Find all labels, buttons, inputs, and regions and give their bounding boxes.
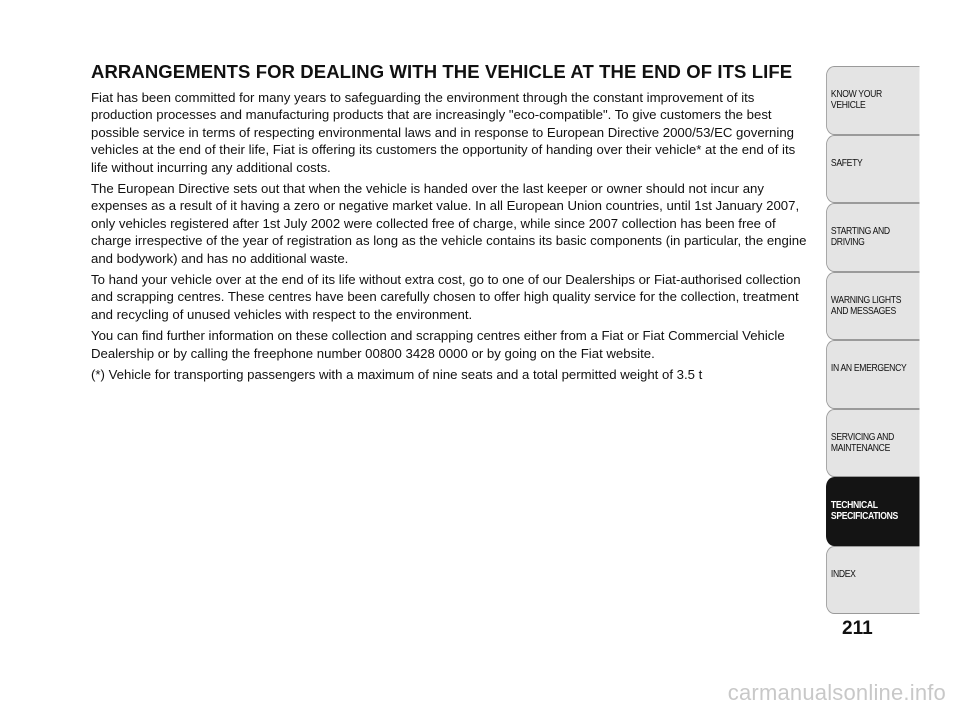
tab-know-your-vehicle[interactable] [826, 66, 919, 135]
tab-label: STARTING AND DRIVING [830, 225, 890, 248]
tab-index[interactable] [826, 546, 919, 615]
chapter-tabs [826, 66, 920, 614]
paragraph-directive: The European Directive sets out that when the vehicle is handed over the last keeper or owner should not incur any expenses as a result of it having a zero or negative market value. In all European Union countries, until 1st January 2007, only vehicles registered after 1st July 2002 were collected free of charge, while since 2007 collection has been free of charge irrespective of the year of registration as long as the vehicle contains its basic components (in particular, the engine and bodywork) and has no additional waste. [91, 181, 807, 266]
tab-servicing-and-maintenance[interactable] [826, 409, 919, 478]
tab-in-an-emergency[interactable] [826, 340, 919, 409]
tab-label: SERVICING AND MAINTENANCE [830, 430, 894, 454]
tab-technical-specifications[interactable] [826, 477, 919, 546]
main-content [91, 62, 807, 388]
tab-safety[interactable] [826, 135, 919, 204]
tab-starting-and-driving[interactable] [826, 203, 919, 272]
page-number: 211 [842, 618, 873, 639]
paragraph-footnote: (*) Vehicle for transporting passengers with a maximum of nine seats and a total permitted weight of 3.5 t [91, 367, 703, 383]
tab-label: SAFETY [830, 156, 863, 169]
watermark: carmanualsonline.info [727, 680, 946, 705]
paragraph-further-info: You can find further information on these collection and scrapping centres either from a Fiat or Fiat Commercial Vehicle Dealership or by calling the freephone number 00800 3428 0000 or by going on the Fiat website. [91, 328, 785, 361]
tab-label: TECHNICAL SPECIFICATIONS [830, 499, 898, 522]
paragraph-intro: Fiat has been committed for many years to safeguarding the environment through the constant improvement of its production processes and manufacturing products that are increasingly "eco-compatible". To give customers the best possible service in terms of respecting environmental laws and in response to European Directive 2000/53/EC governing vehicles at the end of their life, Fiat is offering its customers the opportunity of handing over their vehicle* at the end of its life without incurring any additional costs. [91, 90, 796, 175]
tab-label: IN AN EMERGENCY [830, 362, 907, 374]
tab-label: INDEX [830, 567, 856, 580]
tab-label: KNOW YOUR VEHICLE [830, 88, 882, 111]
paragraph-hand-over: To hand your vehicle over at the end of its life without extra cost, go to one of our Dealerships or Fiat-authorised collection and scrapping centres. These centres have been carefully chosen to offer high quality service for the collection, treatment and recycling of unused vehicles with respect to the environment. [91, 272, 801, 322]
tab-warning-lights[interactable] [826, 272, 919, 341]
tab-label: WARNING LIGHTS AND MESSAGES [830, 293, 902, 317]
page-title: ARRANGEMENTS FOR DEALING WITH THE VEHICLE AT THE END OF ITS LIFE [91, 61, 793, 82]
